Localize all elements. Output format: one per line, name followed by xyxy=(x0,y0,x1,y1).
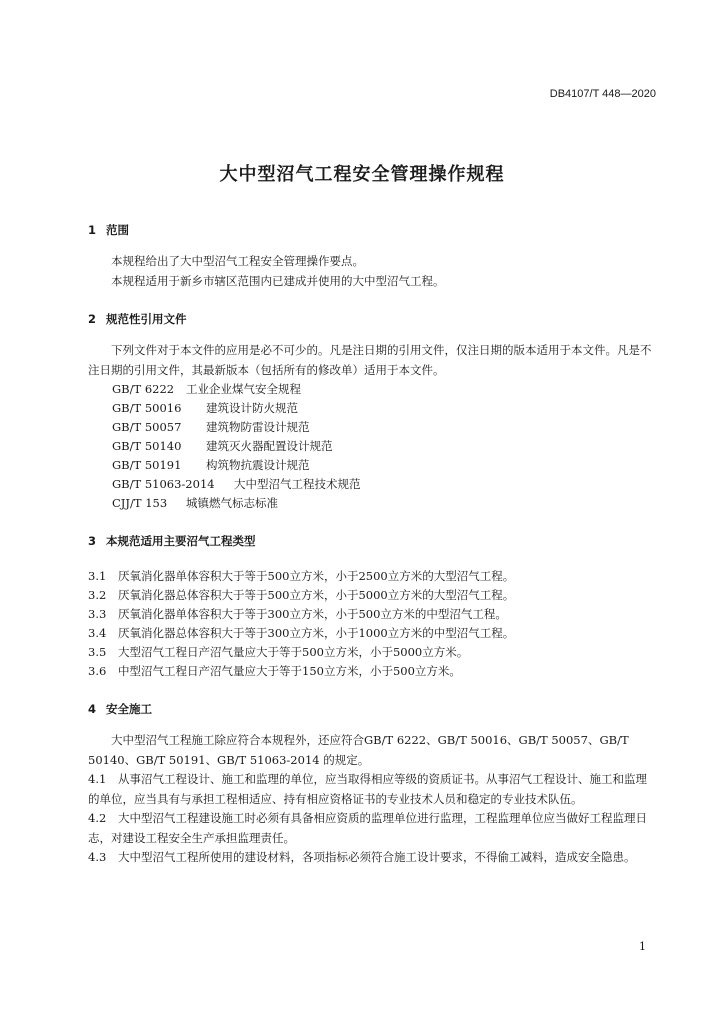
clause-number: 3.6 xyxy=(88,664,107,678)
clause-number: 4.1 xyxy=(88,772,107,786)
clause-text: 大型沼气工程日产沼气量应大于等于500立方米，小于5000立方米。 xyxy=(118,645,469,659)
clause-item xyxy=(88,809,658,848)
section-title: 范围 xyxy=(106,223,129,237)
reference-code: GB/T 50140 xyxy=(112,439,182,453)
clause-number: 3.2 xyxy=(88,588,107,602)
clause-item xyxy=(88,586,658,605)
section-title: 规范性引用文件 xyxy=(106,312,187,326)
clause-text: 厌氧消化器总体容积大于等于500立方米，小于5000立方米的大型沼气工程。 xyxy=(118,588,515,602)
reference-code: GB/T 50191 xyxy=(112,458,182,472)
clause-number: 4.2 xyxy=(88,811,107,825)
page-number: 1 xyxy=(639,940,646,953)
reference-name: 城镇燃气标志标准 xyxy=(186,496,278,510)
clause-item xyxy=(88,643,658,662)
reference-code: CJJ/T 153 xyxy=(112,496,168,510)
clause-item xyxy=(88,770,658,809)
clause-item xyxy=(88,624,658,643)
reference-item xyxy=(88,418,658,437)
section-number: 4 xyxy=(88,702,97,716)
reference-name: 建筑灭火器配置设计规范 xyxy=(206,439,333,453)
clause-text: 大中型沼气工程所使用的建设材料，各项指标必须符合施工设计要求，不得偷工减料，造成安全隐患。 xyxy=(118,850,636,864)
clause-number: 3.1 xyxy=(88,569,107,583)
reference-name: 大中型沼气工程技术规范 xyxy=(234,477,361,491)
reference-code: GB/T 51063-2014 xyxy=(112,477,215,491)
section-safe-construction xyxy=(88,699,658,868)
section-title: 本规范适用主要沼气工程类型 xyxy=(106,534,256,548)
reference-name: 建筑物防雷设计规范 xyxy=(206,420,310,434)
clause-number: 3.3 xyxy=(88,607,107,621)
paragraph: 本规程给出了大中型沼气工程安全管理操作要点。 xyxy=(111,254,364,268)
reference-item xyxy=(88,456,658,475)
reference-item xyxy=(88,380,658,399)
section-heading xyxy=(88,531,658,551)
clause-item xyxy=(88,662,658,681)
document-body xyxy=(88,220,658,886)
page-title: 大中型沼气工程安全管理操作规程 xyxy=(219,164,505,185)
clause-text: 厌氧消化器单体容积大于等于300立方米，小于500立方米的中型沼气工程。 xyxy=(118,607,507,621)
section-project-types xyxy=(88,531,658,681)
reference-item xyxy=(88,475,658,494)
clause-item xyxy=(88,567,658,586)
clause-number: 4.3 xyxy=(88,850,107,864)
paragraph: 本规程适用于新乡市辖区范围内已建成并使用的大中型沼气工程。 xyxy=(111,273,445,288)
clause-text: 从事沼气工程设计、施工和监理的单位，应当取得相应等级的资质证书。从事沼气工程设计、施工和监理的单位，应当具有与承担工程相适应、持有相应资格证书的专业技术人员和稳定的专业技术队伍。 xyxy=(88,772,647,806)
clause-text: 厌氧消化器单体容积大于等于500立方米，小于2500立方米的大型沼气工程。 xyxy=(118,569,515,583)
section-number: 1 xyxy=(88,223,97,237)
section-scope xyxy=(88,220,658,291)
section-number: 3 xyxy=(88,534,97,548)
clause-text: 厌氧消化器总体容积大于等于300立方米，小于1000立方米的中型沼气工程。 xyxy=(118,626,515,640)
section-normative-references xyxy=(88,309,658,513)
reference-name: 工业企业煤气安全规程 xyxy=(186,382,301,396)
reference-item xyxy=(88,437,658,456)
clause-number: 3.4 xyxy=(88,626,107,640)
reference-name: 建筑设计防火规范 xyxy=(206,401,298,415)
section-heading xyxy=(88,699,658,719)
reference-name: 构筑物抗震设计规范 xyxy=(206,458,310,472)
section-title: 安全施工 xyxy=(106,702,152,716)
section-heading xyxy=(88,220,658,240)
reference-code: GB/T 6222 xyxy=(112,382,175,396)
paragraph: 下列文件对于本文件的应用是必不可少的。凡是注日期的引用文件，仅注日期的版本适用于本文件。凡是不注日期的引用文件，其最新版本（包括所有的修改单）适用于本文件。 xyxy=(88,343,652,377)
clause-item xyxy=(88,605,658,624)
reference-code: GB/T 50057 xyxy=(112,420,182,434)
clause-number: 3.5 xyxy=(88,645,107,659)
reference-item xyxy=(88,399,658,418)
paragraph: 大中型沼气工程施工除应符合本规程外，还应符合GB/T 6222、GB/T 50016、GB/T 50057、GB/T 50140、GB/T 50191、GB/T 51063-2014 的规定。 xyxy=(88,733,629,767)
document-code: DB4107/T 448—2020 xyxy=(549,88,656,100)
clause-item xyxy=(88,848,658,868)
reference-item xyxy=(88,494,658,513)
clause-text: 大中型沼气工程建设施工时必须有具备相应资质的监理单位进行监理，工程监理单位应当做好工程监理日志，对建设工程安全生产承担监理责任。 xyxy=(88,811,647,845)
clause-text: 中型沼气工程日产沼气量应大于等于150立方米，小于500立方米。 xyxy=(118,664,461,678)
section-number: 2 xyxy=(88,312,97,326)
reference-code: GB/T 50016 xyxy=(112,401,182,415)
section-heading xyxy=(88,309,658,329)
